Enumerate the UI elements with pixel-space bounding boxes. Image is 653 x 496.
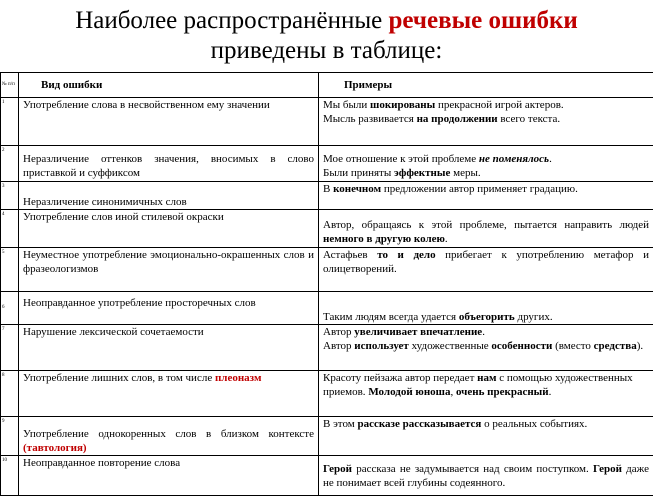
example-text: Красоту пейзажа автор передает	[323, 372, 477, 384]
row-examples	[319, 371, 653, 417]
header-type	[19, 73, 319, 98]
example-text: .	[445, 233, 448, 245]
row-type-text: Неразличение синонимичных слов	[23, 196, 187, 208]
row-type	[19, 182, 319, 210]
row-examples	[319, 417, 653, 456]
error-word: объегорить	[459, 311, 515, 323]
row-num: 7	[1, 325, 19, 371]
table-row	[1, 248, 653, 292]
row-num: 1	[1, 98, 19, 146]
table-row	[1, 371, 653, 417]
error-word: особенности	[491, 340, 552, 352]
header-examples-text: Примеры	[344, 79, 392, 91]
row-type: Нарушение лексической сочетаемости	[19, 325, 319, 371]
row-type	[19, 417, 319, 456]
example-text: предложении автор применяет градацию.	[381, 183, 578, 195]
example-text: прекрасной игрой актеров.	[435, 99, 563, 111]
row-examples	[319, 210, 653, 248]
error-word: шокированы	[370, 99, 435, 111]
error-word: использует	[354, 340, 409, 352]
row-type-text: Неразличение оттенков значения, вносимых в слово приставкой и суффиксом	[23, 153, 314, 179]
error-word: не поменялось	[479, 153, 549, 165]
example-text: В этом	[323, 418, 357, 430]
example-text: .	[482, 326, 485, 338]
example-text: других.	[515, 311, 553, 323]
header-examples	[319, 73, 653, 98]
row-num: 9	[1, 417, 19, 456]
row-type	[19, 371, 319, 417]
example-text: ).	[637, 340, 643, 352]
table-row	[1, 325, 653, 371]
error-word: эффектные	[394, 167, 450, 179]
row-type-text: Употребление лишних слов, в том числе	[23, 372, 215, 384]
title-line1-text: Наиболее распространённые	[75, 7, 388, 34]
error-word: рассказе рассказывается	[357, 418, 481, 430]
example-text: меры.	[450, 167, 480, 179]
error-word: конечном	[333, 183, 381, 195]
header-num: № п/п	[1, 73, 19, 98]
row-examples	[319, 146, 653, 182]
error-word: увеличивает впечатление	[354, 326, 482, 338]
error-word: очень прекрасный	[456, 386, 549, 398]
example-text: Автор	[323, 340, 354, 352]
row-num: 10	[1, 456, 19, 496]
table-header-row	[1, 73, 653, 98]
example-text: (вместо	[552, 340, 593, 352]
example-text: Автор, обращаясь к этой проблеме, пытается направить людей	[323, 219, 649, 231]
example-text: .	[549, 153, 552, 165]
example-text: даже не понимает всей глубины содеянного.	[323, 463, 649, 489]
row-type: Неоправданное повторение слова	[19, 456, 319, 496]
row-examples	[319, 325, 653, 371]
row-num: 6	[1, 292, 19, 325]
example-text: Автор	[323, 326, 354, 338]
row-num: 4	[1, 210, 19, 248]
error-word: Герой	[593, 463, 622, 475]
row-num: 3	[1, 182, 19, 210]
header-type-text: Вид ошибки	[41, 79, 102, 91]
example-text: Мысль развивается	[323, 113, 417, 125]
example-text: Были приняты	[323, 167, 394, 179]
row-type	[19, 146, 319, 182]
row-type: Употребление слов иной стилевой окраски	[19, 210, 319, 248]
row-examples	[319, 292, 653, 325]
example-text: .	[549, 386, 552, 398]
row-examples	[319, 248, 653, 292]
error-word: средства	[594, 340, 637, 352]
table-row	[1, 292, 653, 325]
table-row	[1, 182, 653, 210]
example-text: Мы были	[323, 99, 370, 111]
example-text: о реальных событиях.	[481, 418, 587, 430]
example-text: рассказа не задумывается над своим поступком.	[352, 463, 593, 475]
term-highlight: (тавтология)	[23, 442, 87, 454]
error-word: на продолжении	[417, 113, 498, 125]
error-word: немного в другую колею	[323, 233, 445, 245]
table-row	[1, 417, 653, 456]
row-type-text: Употребление однокоренных слов в близком контексте	[23, 428, 314, 440]
error-word: Герой	[323, 463, 352, 475]
example-text: В	[323, 183, 333, 195]
example-text: художественные	[409, 340, 492, 352]
error-word: нам	[477, 372, 496, 384]
row-type: Употребление слова в несвойственном ему значении	[19, 98, 319, 146]
row-num: 8	[1, 371, 19, 417]
example-text: с помощью художественных приемов.	[323, 372, 633, 398]
term-highlight: плеоназм	[215, 372, 262, 384]
row-examples	[319, 98, 653, 146]
table-row	[1, 210, 653, 248]
error-word: Молодой юноша	[368, 386, 450, 398]
error-word: то и дело	[377, 249, 435, 261]
row-num: 5	[1, 248, 19, 292]
row-type: Неуместное употребление эмоционально-окрашенных слов и фразеологизмов	[19, 248, 319, 292]
example-text: прибегает к употреблению метафор и олицетворений.	[323, 249, 649, 275]
title-line2: приведены в таблице:	[211, 37, 443, 64]
example-text: всего текста.	[498, 113, 560, 125]
example-text: Мое отношение к этой проблеме	[323, 153, 479, 165]
row-num: 2	[1, 146, 19, 182]
title-highlight: речевые ошибки	[389, 7, 578, 34]
slide-title	[0, 6, 653, 66]
example-text: ,	[450, 386, 456, 398]
table-row	[1, 146, 653, 182]
row-type: Неоправданное употребление просторечных слов	[19, 292, 319, 325]
example-text: Астафьев	[323, 249, 377, 261]
example-text: Таким людям всегда удается	[323, 311, 459, 323]
row-examples	[319, 182, 653, 210]
table-row	[1, 98, 653, 146]
errors-table	[0, 72, 653, 496]
